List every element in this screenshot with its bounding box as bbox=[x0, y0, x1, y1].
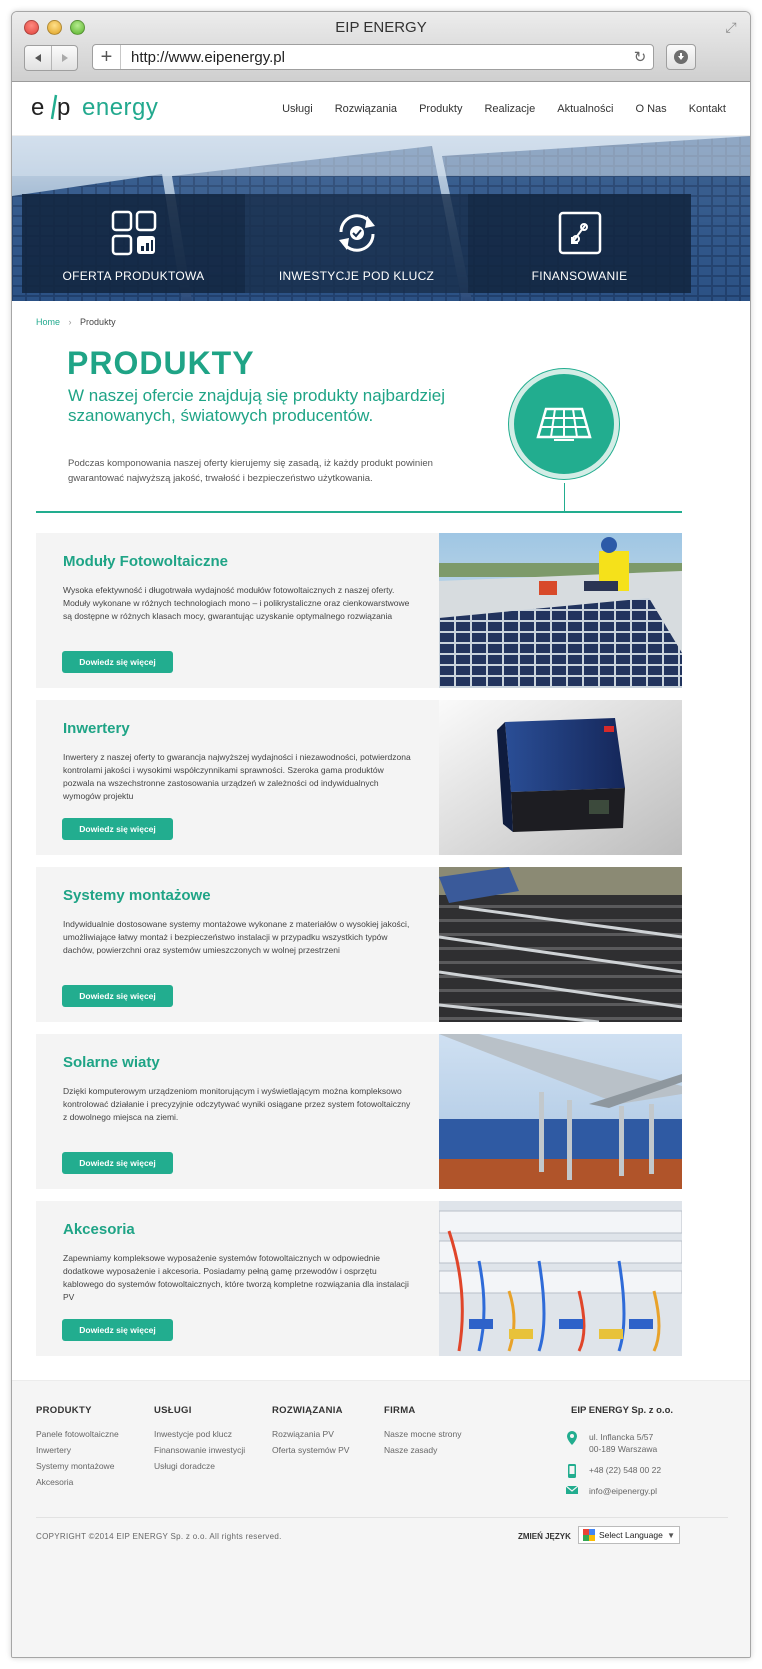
product-description: Inwertery z naszej oferty to gwarancja najwyższej wydajności i niezawodności, potwierdzona kontrolami jakości i wysokimi współczynnikami sprawności. Szeroka gama produktów pozwala na wszechstronne zastosowania urządzeń w zależności od indywidualnych wymogów projektu bbox=[63, 752, 411, 801]
intro-section bbox=[12, 335, 750, 515]
solar-panel-icon bbox=[536, 407, 592, 441]
mounting-rails-photo bbox=[439, 867, 682, 1022]
footer-column-uslugi bbox=[154, 1405, 245, 1474]
footer-divider bbox=[36, 1517, 728, 1518]
svg-text:e: e bbox=[31, 94, 45, 121]
logo-wordmark: energy bbox=[82, 94, 159, 121]
back-arrow-icon bbox=[33, 53, 43, 63]
site-header bbox=[12, 82, 750, 136]
footer-link[interactable]: Rozwiązania PV bbox=[272, 1429, 334, 1439]
footer-link[interactable]: Nasze zasady bbox=[384, 1445, 438, 1455]
main-navigation bbox=[260, 82, 726, 136]
new-tab-icon[interactable]: + bbox=[93, 45, 121, 69]
product-title: Inwertery bbox=[63, 720, 130, 737]
refresh-check-icon bbox=[333, 207, 381, 259]
chevron-down-icon: ▼ bbox=[667, 1530, 675, 1540]
footer-column-produkty bbox=[36, 1405, 119, 1490]
footer-column-rozwiazania bbox=[272, 1405, 349, 1458]
footer-link[interactable]: Oferta systemów PV bbox=[272, 1445, 350, 1455]
browser-titlebar bbox=[12, 12, 750, 82]
nav-aktualnosci[interactable]: Aktualności bbox=[557, 103, 614, 115]
footer-company-name: EIP ENERGY Sp. z o.o. bbox=[571, 1405, 674, 1416]
electrical-wiring-photo bbox=[439, 1201, 682, 1356]
nav-kontakt[interactable]: Kontakt bbox=[688, 103, 726, 115]
breadcrumb-home-link[interactable]: Home bbox=[36, 317, 61, 327]
url-text[interactable]: http://www.eipenergy.pl bbox=[131, 48, 285, 66]
forward-arrow-icon bbox=[60, 53, 70, 63]
product-image-accessories bbox=[439, 1201, 682, 1356]
hero-feature-boxes bbox=[22, 194, 691, 293]
address-line: 00-189 Warszawa bbox=[589, 1444, 658, 1454]
footer-email bbox=[565, 1485, 657, 1497]
hero-box-inwestycje[interactable] bbox=[245, 194, 468, 293]
nav-o-nas[interactable]: O Nas bbox=[635, 103, 667, 115]
footer-heading: USŁUGI bbox=[154, 1405, 192, 1416]
product-title: Moduły Fotowoltaiczne bbox=[63, 553, 228, 570]
product-title: Systemy montażowe bbox=[63, 887, 211, 904]
learn-more-button[interactable]: Dowiedz się więcej bbox=[62, 818, 173, 840]
product-card-akcesoria bbox=[36, 1201, 682, 1356]
product-card-inwertery bbox=[36, 700, 682, 855]
footer-link[interactable]: Panele fotowoltaiczne bbox=[36, 1429, 119, 1439]
window-title: EIP ENERGY bbox=[335, 19, 427, 36]
learn-more-button[interactable]: Dowiedz się więcej bbox=[62, 1152, 173, 1174]
hero-box-oferta[interactable] bbox=[22, 194, 245, 293]
nav-uslugi[interactable]: Usługi bbox=[282, 103, 313, 115]
intro-paragraph: Podczas komponowania naszej oferty kierujemy się zasadą, iż każdy produkt powinien gwarantować najwyższą jakość, trwałość i bezpieczeństwo użytkowania. bbox=[68, 458, 433, 484]
hero-box-label: FINANSOWANIE bbox=[531, 269, 628, 283]
forward-button[interactable] bbox=[51, 46, 77, 70]
product-description: Wysoka efektywność i długotrwała wydajność modułów fotowoltaicznych z naszej oferty. Moduły wykonane w różnych technologiach mono – i polikrystaliczne oraz cienkowarstwowe są dostępne w różnych klasach mocy, gwarantując uzyskanie optymalnego rozwiązania bbox=[63, 585, 410, 621]
product-title: Akcesoria bbox=[63, 1221, 135, 1238]
language-label: ZMIEŃ JĘZYK bbox=[518, 1532, 571, 1541]
footer-link[interactable]: Akcesoria bbox=[36, 1477, 74, 1487]
hero-banner bbox=[12, 136, 750, 301]
footer-link[interactable]: Inwestycje pod klucz bbox=[154, 1429, 232, 1439]
page-subtitle: W naszej ofercie znajdują się produkty najbardziej szanowanych, światowych producentów. bbox=[68, 386, 446, 425]
page-title: PRODUKTY bbox=[67, 345, 255, 381]
learn-more-button[interactable]: Dowiedz się więcej bbox=[62, 651, 173, 673]
footer-link[interactable]: Finansowanie inwestycji bbox=[154, 1445, 246, 1455]
product-image-inverter bbox=[439, 700, 682, 855]
browser-window bbox=[11, 11, 751, 1658]
map-pin-icon bbox=[565, 1431, 579, 1445]
footer-phone bbox=[565, 1464, 661, 1478]
reload-icon[interactable]: ↻ bbox=[633, 49, 647, 66]
fullscreen-icon[interactable]: ⤢ bbox=[725, 19, 737, 35]
solar-carport-photo bbox=[439, 1034, 682, 1189]
inverter-photo bbox=[439, 700, 682, 855]
nav-produkty[interactable]: Produkty bbox=[419, 103, 463, 115]
product-title: Solarne wiaty bbox=[63, 1054, 160, 1071]
product-image-carport bbox=[439, 1034, 682, 1189]
google-translate-icon bbox=[583, 1529, 595, 1541]
product-card-systemy bbox=[36, 867, 682, 1022]
email-address[interactable]: info@eipenergy.pl bbox=[589, 1486, 658, 1496]
footer-link[interactable]: Systemy montażowe bbox=[36, 1461, 115, 1471]
copyright-text: COPYRIGHT ©2014 EIP ENERGY Sp. z o.o. All rights reserved. bbox=[36, 1532, 282, 1541]
address-line: ul. Inflancka 5/57 bbox=[589, 1432, 654, 1442]
solar-panel-badge bbox=[509, 369, 619, 479]
footer-address bbox=[565, 1431, 657, 1455]
product-card-moduly bbox=[36, 533, 682, 688]
footer-link[interactable]: Inwertery bbox=[36, 1445, 71, 1455]
language-select[interactable] bbox=[578, 1526, 680, 1544]
product-grid-icon bbox=[111, 207, 157, 259]
learn-more-button[interactable]: Dowiedz się więcej bbox=[62, 985, 173, 1007]
site-logo[interactable] bbox=[30, 91, 158, 125]
svg-text:p: p bbox=[57, 94, 71, 121]
badge-connector-line bbox=[564, 483, 565, 511]
address-bar[interactable] bbox=[92, 44, 654, 70]
history-buttons bbox=[24, 45, 78, 71]
footer-heading: PRODUKTY bbox=[36, 1405, 92, 1416]
footer-heading: ROZWIĄZANIA bbox=[272, 1405, 343, 1416]
site-footer bbox=[12, 1380, 751, 1658]
breadcrumb bbox=[12, 301, 750, 335]
footer-link[interactable]: Usługi doradcze bbox=[154, 1461, 215, 1471]
hero-box-label: OFERTA PRODUKTOWA bbox=[62, 269, 205, 283]
nav-rozwiazania[interactable]: Rozwiązania bbox=[334, 103, 398, 115]
nav-realizacje[interactable]: Realizacje bbox=[484, 103, 536, 115]
product-card-wiaty bbox=[36, 1034, 682, 1189]
hero-box-label: INWESTYCJE POD KLUCZ bbox=[278, 269, 435, 283]
download-icon bbox=[673, 49, 689, 65]
solar-roof-photo bbox=[439, 533, 682, 688]
language-select-value: Select Language bbox=[599, 1530, 663, 1540]
learn-more-button[interactable]: Dowiedz się więcej bbox=[62, 1319, 173, 1341]
phone-icon bbox=[565, 1464, 579, 1478]
product-description: Dzięki komputerowym urządzeniom monitorującym i wyświetlającym można kompleksowo kontrolować działanie i precyzyjnie odczytywać wyniki osiągane przez system fotowoltaiczny z dowolnego miejsca na ziemi. bbox=[63, 1086, 411, 1122]
envelope-icon bbox=[565, 1485, 579, 1495]
breadcrumb-separator: › bbox=[68, 317, 72, 327]
product-image-solar-roof bbox=[439, 533, 682, 688]
product-list bbox=[12, 515, 750, 1356]
footer-heading: FIRMA bbox=[384, 1405, 416, 1416]
downloads-button[interactable] bbox=[666, 44, 696, 70]
phone-number[interactable]: +48 (22) 548 00 22 bbox=[589, 1465, 662, 1475]
footer-link[interactable]: Nasze mocne strony bbox=[384, 1429, 462, 1439]
product-description: Zapewniamy kompleksowe wyposażenie systemów fotowoltaicznych w odpowiednie dodatkowe wyposażenie i akcesoria. Posiadamy pełną gamę przewodów i osprzętu kablowego do systemów fotowoltaicznych, które tworzą kompletne rozwiązania dla instalacji PV bbox=[63, 1253, 409, 1302]
product-image-mounting bbox=[439, 867, 682, 1022]
back-button[interactable] bbox=[25, 46, 51, 70]
breadcrumb-current: Produkty bbox=[80, 317, 116, 327]
footer-column-firma bbox=[384, 1405, 461, 1458]
hero-box-finansowanie[interactable] bbox=[468, 194, 691, 293]
percent-document-icon bbox=[557, 207, 603, 259]
section-divider bbox=[36, 511, 682, 513]
eip-logo-mark-icon bbox=[30, 91, 74, 125]
product-description: Indywidualnie dostosowane systemy montażowe wykonane z materiałów o wysokiej jakości, umożliwiające łatwy montaż i bezpieczeństwo instalacji w przypadku wszystkich typów dachów, powierzchni oraz systemów umieszczonych w wolnej przestrzeni bbox=[63, 919, 410, 955]
